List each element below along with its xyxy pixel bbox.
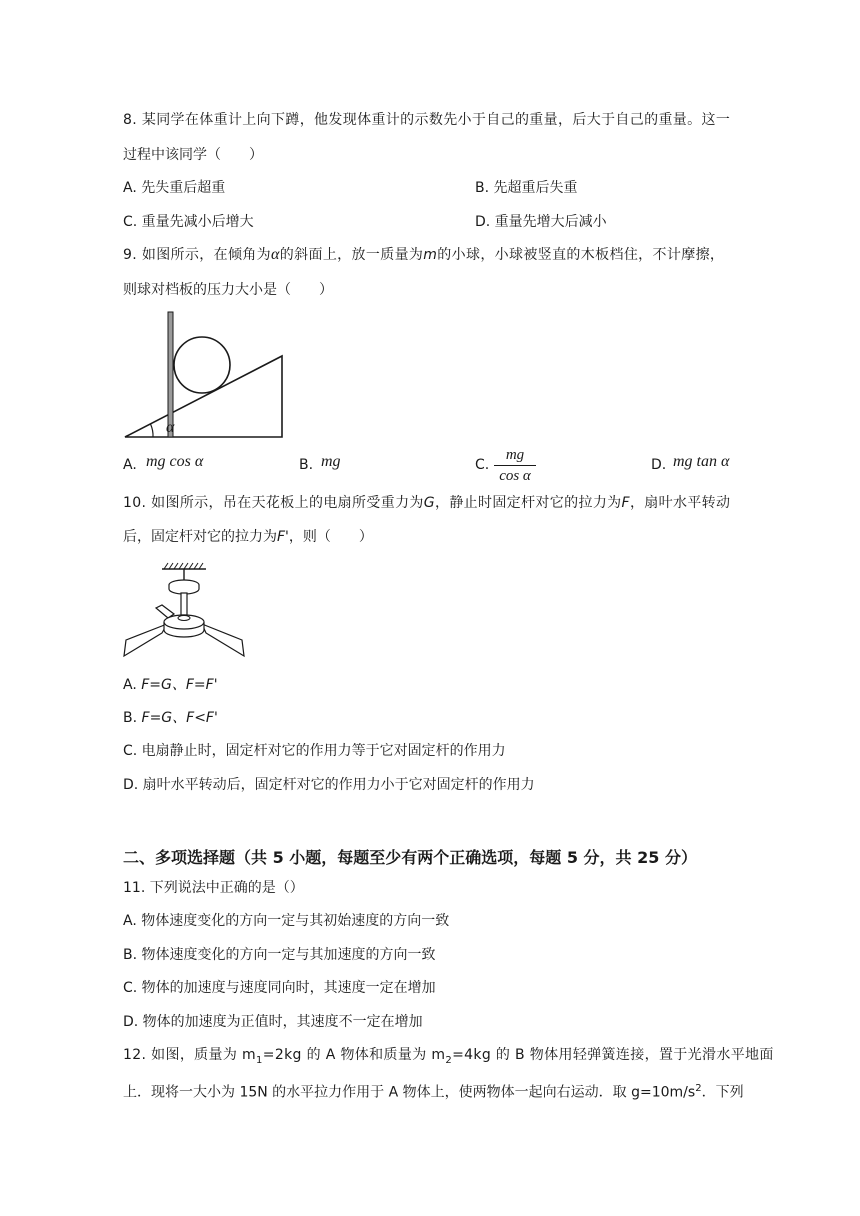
q9-option-c-fraction (494, 446, 536, 485)
angle-arc (151, 424, 153, 437)
q12-text-c: =4kg 的 B 物体用轻弹簧连接，置于光滑水平地面 (452, 1047, 774, 1063)
q10-option-b-expr: F=G、F<F' (141, 710, 218, 726)
q8-stem-line1: 8. 某同学在体重计上向下蹲，他发现体重计的示数先小于自己的重量，后大于自己的重量。这一 (123, 112, 731, 128)
q9-option-b-expr: mg (321, 453, 341, 470)
q10-force-symbol: F (621, 495, 630, 511)
q10-stem-line2 (123, 527, 373, 547)
q8-option-a: A. 先失重后超重 (123, 180, 226, 196)
q12-sup-2: 2 (695, 1083, 702, 1094)
q9-option-b-label: B. (299, 457, 314, 473)
q11-option-d: D. 物体的加速度为正值时，其速度不一定在增加 (123, 1014, 423, 1030)
q10-option-c: C. 电扇静止时，固定杆对它的作用力等于它对固定杆的作用力 (123, 743, 506, 759)
q9-stem-text-c: 的小球，小球被竖直的木板档住，不计摩擦， (437, 247, 725, 263)
q9-option-d-label: D. (651, 457, 667, 473)
q9-option-c-denominator: cos α (499, 468, 531, 484)
motor-hub (178, 616, 190, 621)
q9-stem-text-a: 9. 如图所示，在倾角为 (123, 247, 272, 263)
q10-option-d: D. 扇叶水平转动后，固定杆对它的作用力小于它对固定杆的作用力 (123, 777, 535, 793)
q10-stem-text-c: ，扇叶水平转动 (629, 495, 731, 511)
q10-stem-text-e: ，则（ ） (288, 529, 373, 545)
q10-gravity-symbol: G (423, 495, 435, 511)
incline-ball-figure (120, 310, 290, 442)
q8-stem-line2: 过程中该同学（ ） (123, 147, 263, 163)
q10-option-b (123, 708, 218, 728)
q10-stem-text-d: 后，固定杆对它的拉力为 (123, 529, 277, 545)
q10-option-a-expr: F=G、F=F' (141, 677, 218, 693)
ceiling-fan-figure (120, 560, 248, 660)
q12-text-e: ．下列 (701, 1084, 744, 1101)
q9-stem-text-b: 的斜面上，放一质量为 (279, 247, 424, 263)
q10-force-prime-symbol: F' (277, 529, 289, 545)
q10-option-a (123, 675, 218, 695)
q8-option-d: D. 重量先增大后减小 (475, 214, 607, 230)
q10-stem-text-b: ，静止时固定杆对它的拉力为 (434, 495, 622, 511)
ceiling-hatch (164, 563, 203, 569)
q12-stem-line2 (123, 1079, 744, 1103)
ball (174, 337, 230, 393)
q9-option-a-label: A. (123, 457, 137, 473)
q9-alpha-symbol: α (271, 246, 280, 263)
q11-stem: 11. 下列说法中正确的是（） (123, 880, 304, 896)
q10-stem-text-a: 10. 如图所示，吊在天花板上的电扇所受重力为 (123, 495, 424, 511)
q8-option-c: C. 重量先减小后增大 (123, 214, 254, 230)
q11-option-c: C. 物体的加速度与速度同向时，其速度一定在增加 (123, 980, 436, 996)
angle-label: α (166, 419, 175, 436)
q12-text-d: 上．现将一大小为 15N 的水平拉力作用于 A 物体上，使两物体一起向右运动．取 g=10m/s (123, 1084, 696, 1101)
q12-text-a: 12. 如图，质量为 m (123, 1047, 257, 1063)
section-heading: 二、多项选择题（共 5 小题，每题至少有两个正确选项，每题 5 分，共 25 分） (123, 848, 697, 867)
q9-option-c-label: C. (475, 457, 490, 473)
q9-stem-line1 (123, 245, 724, 265)
q11-option-a: A. 物体速度变化的方向一定与其初始速度的方向一致 (123, 913, 450, 929)
blade-left (124, 624, 167, 656)
blade-right (202, 624, 244, 656)
q11-option-b: B. 物体速度变化的方向一定与其加速度的方向一致 (123, 947, 436, 963)
q12-sub-1: 1 (256, 1054, 263, 1066)
q12-text-b: =2kg 的 A 物体和质量为 m (262, 1047, 446, 1063)
q12-sub-2: 2 (445, 1054, 453, 1066)
q10-option-b-label: B. (123, 710, 142, 726)
q12-stem-line1 (123, 1045, 774, 1071)
q10-stem-line1 (123, 493, 730, 513)
q8-option-b: B. 先超重后失重 (475, 180, 578, 196)
q9-option-a-expr: mg cos α (146, 453, 204, 470)
q10-option-a-label: A. (123, 677, 142, 693)
fan-shaft (181, 593, 187, 615)
q9-option-d-expr: mg tan α (673, 453, 730, 470)
q9-stem-line2: 则球对档板的压力大小是（ ） (123, 282, 333, 298)
q9-mass-symbol: m (423, 247, 438, 263)
q9-option-c-numerator: mg (505, 447, 525, 463)
